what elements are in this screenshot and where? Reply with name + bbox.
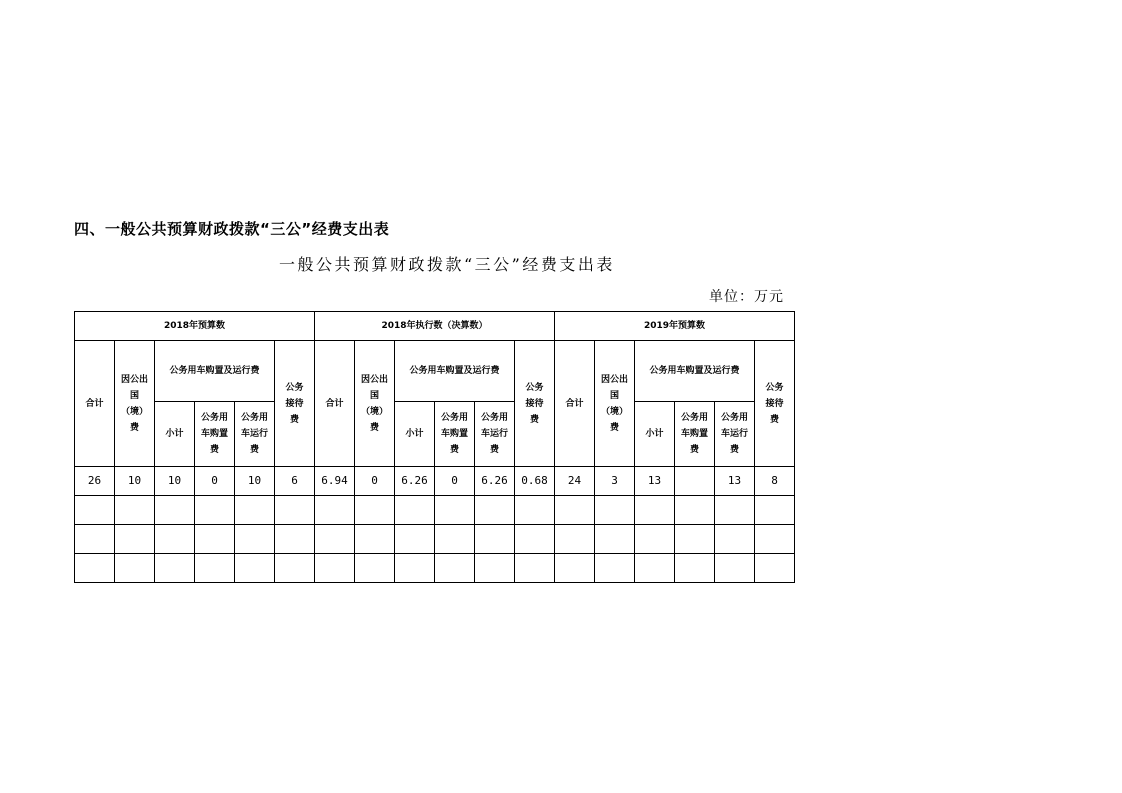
table-cell: 10 [155, 467, 195, 496]
header-operation: 公务用车运行费 [475, 402, 515, 467]
header-operation: 公务用车运行费 [235, 402, 275, 467]
header-reception: 公务接待费 [755, 341, 795, 467]
header-operation: 公务用车运行费 [715, 402, 755, 467]
header-abroad: 因公出国（境）费 [355, 341, 395, 467]
table-cell: 0 [355, 467, 395, 496]
table-row [75, 467, 795, 496]
table-cell: 8 [755, 467, 795, 496]
header-total: 合计 [315, 341, 355, 467]
header-purchase: 公务用车购置费 [435, 402, 475, 467]
group-header-2019-budget: 2019年预算数 [555, 312, 795, 341]
table-cell: 0.68 [515, 467, 555, 496]
header-vehicle: 公务用车购置及运行费 [635, 341, 755, 402]
table-cell: 0 [195, 467, 235, 496]
table-cell: 6.94 [315, 467, 355, 496]
header-vehicle: 公务用车购置及运行费 [155, 341, 275, 402]
header-total: 合计 [75, 341, 115, 467]
empty-row [75, 496, 795, 525]
header-abroad: 因公出国（境）费 [115, 341, 155, 467]
header-reception: 公务接待费 [515, 341, 555, 467]
header-abroad: 因公出国（境）费 [595, 341, 635, 467]
table-cell: 6.26 [395, 467, 435, 496]
unit-label: 单位：万元 [709, 289, 784, 305]
table-cell [675, 467, 715, 496]
header-purchase: 公务用车购置费 [675, 402, 715, 467]
table-cell: 10 [115, 467, 155, 496]
header-purchase: 公务用车购置费 [195, 402, 235, 467]
header-subtotal: 小计 [155, 402, 195, 467]
table-cell: 3 [595, 467, 635, 496]
table-cell: 13 [715, 467, 755, 496]
header-subtotal: 小计 [635, 402, 675, 467]
header-subtotal: 小计 [395, 402, 435, 467]
table-cell: 6 [275, 467, 315, 496]
header-vehicle: 公务用车购置及运行费 [395, 341, 515, 402]
table-cell: 26 [75, 467, 115, 496]
group-header-2018-actual: 2018年执行数（决算数） [315, 312, 555, 341]
table-cell: 6.26 [475, 467, 515, 496]
header-reception: 公务接待费 [275, 341, 315, 467]
table-cell: 24 [555, 467, 595, 496]
group-header-2018-budget: 2018年预算数 [75, 312, 315, 341]
table-cell: 0 [435, 467, 475, 496]
table-cell: 13 [635, 467, 675, 496]
section-heading: 四、一般公共预算财政拨款“三公”经费支出表 [74, 220, 390, 238]
three-public-expense-table [74, 311, 795, 583]
table-title: 一般公共预算财政拨款“三公”经费支出表 [279, 255, 615, 274]
table-cell: 10 [235, 467, 275, 496]
header-total: 合计 [555, 341, 595, 467]
empty-row [75, 554, 795, 583]
empty-row [75, 525, 795, 554]
